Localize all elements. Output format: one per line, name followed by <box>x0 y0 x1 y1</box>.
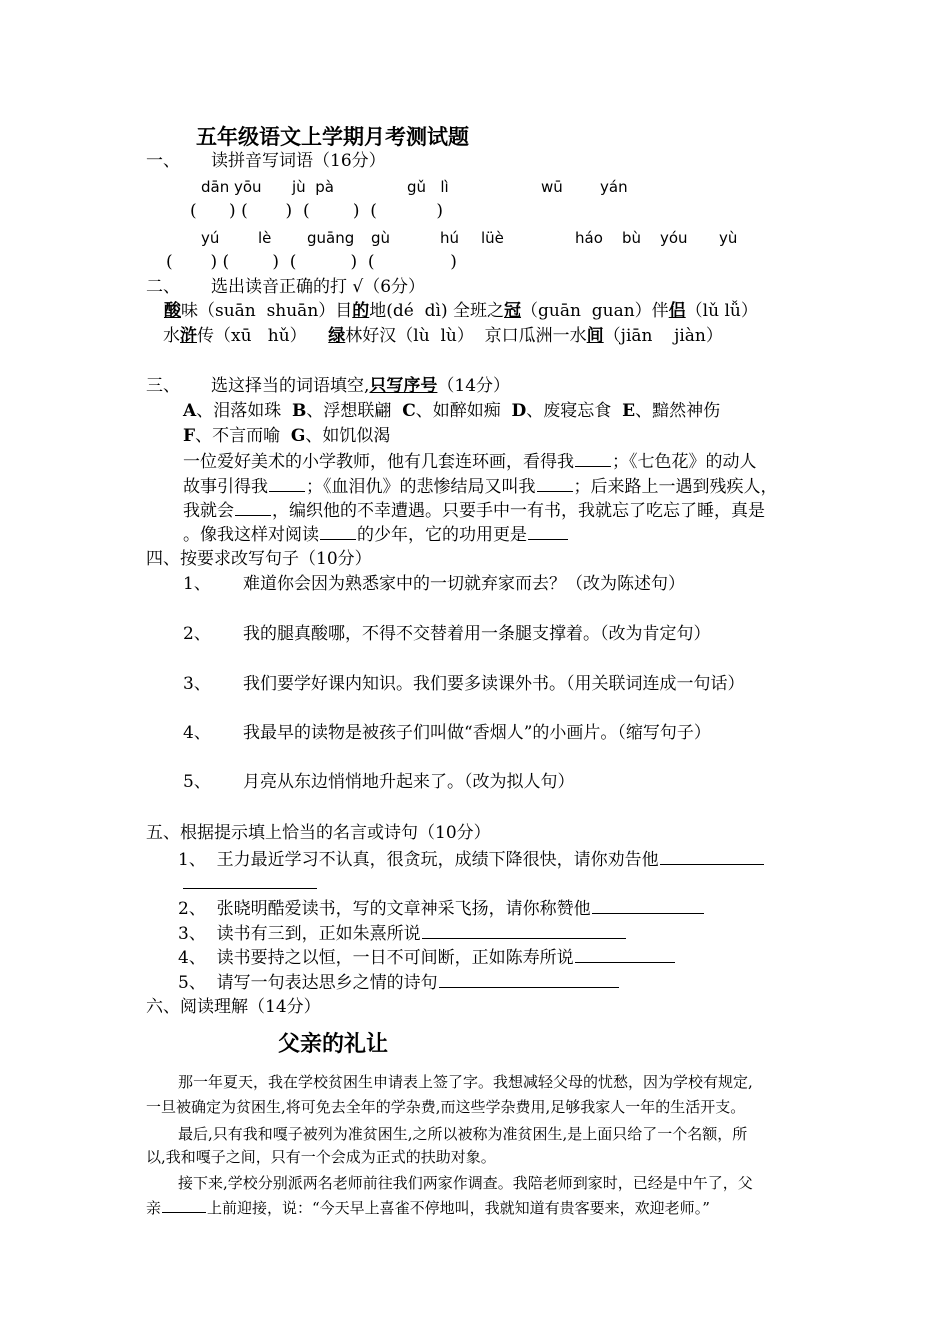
pinyin-syllable: yóu <box>660 229 688 247</box>
pinyin-word-2: jù pà <box>292 178 334 196</box>
pinyin-syllable: lè <box>258 229 272 247</box>
rewrite-item: 4、 我最早的读物是被孩子们叫做“香烟人”的小画片。（缩写句子） <box>183 723 711 743</box>
pronunciation-row-2: 水浒传（xū hǔ） 绿林好汉（lù lù） 京口瓜洲一水间（jiān jiàn） <box>163 326 723 346</box>
pinyin-word-1: dān yōu <box>201 178 262 196</box>
article-paragraph-line: 以,我和嘎子之间，只有一个会成为正式的扶助对象。 <box>146 1148 496 1166</box>
section-4-heading: 四、按要求改写句子（10分） <box>146 549 372 569</box>
quote-item: 2、 张晓明酷爱读书，写的文章神采飞扬，请你称赞他 <box>178 897 705 920</box>
word-options-row-1: A、泪落如珠 B、浮想联翩 C、如醉如痴 D、废寝忘食 E、黯然神伤 <box>183 401 721 421</box>
article-paragraph-line: 接下来,学校分别派两名老师前往我们两家作调查。我陪老师到家时，已经是中午了，父 <box>178 1174 753 1192</box>
pinyin-syllable-yan: yán <box>600 178 628 196</box>
answer-blank[interactable] <box>575 450 611 467</box>
pinyin-syllable: gù <box>371 229 391 247</box>
section-1-heading: 读拼音写词语（16分） <box>211 151 386 171</box>
section-2-heading: 选出读音正确的打 √（6分） <box>211 277 426 297</box>
article-paragraph-line: 那一年夏天，我在学校贫困生申请表上签了字。我想减轻父母的忧愁，因为学校有规定, <box>178 1073 753 1091</box>
pinyin-syllable: guāng <box>307 229 355 247</box>
answer-blank[interactable] <box>320 523 356 540</box>
quote-item: 4、 读书要持之以恒，一日不可间断，正如陈寿所说 <box>178 946 676 969</box>
section-3-heading: 选这择当的词语填空,只写序号（14分） <box>211 376 511 396</box>
answer-blank[interactable] <box>592 897 704 914</box>
target-char: 浒 <box>180 326 197 346</box>
target-char: 冠 <box>504 301 522 321</box>
pinyin-word-3: gǔ lì <box>407 178 449 196</box>
article-paragraph-line: 亲 上前迎接，说：“今天早上喜雀不停地叫，我就知道有贵客要来，欢迎老师。” <box>146 1199 710 1217</box>
target-char: 绿 <box>328 326 346 346</box>
answer-blank[interactable] <box>537 475 573 492</box>
article-paragraph-line: 最后,只有我和嘎子被列为准贫困生,之所以被称为准贫困生,是上面只给了一个名额，所 <box>178 1125 748 1143</box>
answer-blank[interactable] <box>660 848 764 865</box>
section-3-number: 三、 <box>146 376 180 396</box>
quote-item: 1、 王力最近学习不认真，很贪玩，成绩下降很快，请你劝告他 <box>178 848 765 871</box>
pinyin-syllable: yú <box>201 229 220 247</box>
quote-item: 3、 读书有三到，正如朱熹所说 <box>178 922 627 945</box>
rewrite-item: 3、 我们要学好课内知识。我们要多读课外书。（用关联词连成一句话） <box>183 674 745 694</box>
target-char: 的 <box>352 301 370 321</box>
answer-blank[interactable] <box>575 946 675 963</box>
answer-brackets-row-2[interactable]: ( ) ( ) ( ) ( ) <box>166 252 457 272</box>
page-title: 五年级语文上学期月考测试题 <box>196 124 469 149</box>
pinyin-syllable-wu: wū <box>541 178 563 196</box>
article-title: 父亲的礼让 <box>278 1032 389 1057</box>
answer-blank[interactable] <box>439 971 619 988</box>
answer-blank[interactable] <box>235 499 271 516</box>
pronunciation-row-1: 酸味（suān shuān）目的地(dé dì) 全班之冠（guān guan）伴侣（lǔ lǚ） <box>164 301 758 321</box>
word-options-row-2: F、不言而喻 G、如饥似渴 <box>183 426 391 446</box>
answer-blank[interactable] <box>528 523 568 540</box>
target-char: 酸 <box>164 301 181 321</box>
pinyin-syllable: lüè <box>481 229 504 247</box>
answer-blank[interactable] <box>269 475 305 492</box>
section-1-number: 一、 <box>146 151 180 171</box>
answer-blank[interactable] <box>162 1198 206 1213</box>
rewrite-item: 2、 我的腿真酸哪，不得不交替着用一条腿支撑着。（改为肯定句） <box>183 624 711 644</box>
rewrite-item: 1、 难道你会因为熟悉家中的一切就弃家而去？（改为陈述句） <box>183 574 685 594</box>
answer-blank[interactable] <box>183 872 317 889</box>
quote-item-continuation <box>182 872 318 895</box>
pinyin-syllable: hú <box>440 229 460 247</box>
pinyin-syllable: yù <box>719 229 738 247</box>
article-paragraph-line: 一旦被确定为贫困生,将可免去全年的学杂费,而这些学杂费用,足够我家人一年的生活开支。 <box>146 1098 746 1116</box>
pinyin-syllable: háo <box>575 229 603 247</box>
quote-item: 5、 请写一句表达思乡之情的诗句 <box>178 971 620 994</box>
section-5-heading: 五、根据提示填上恰当的名言或诗句（10分） <box>146 823 491 843</box>
pinyin-syllable: bù <box>622 229 642 247</box>
fill-passage-line-4: 。像我这样对阅读 的少年，它的功用更是 <box>183 523 569 546</box>
fill-passage-line-2: 故事引得我 ；《血泪仇》的悲惨结局又叫我 ；后来路上一遇到残疾人， <box>183 477 778 497</box>
rewrite-item: 5、 月亮从东边悄悄地升起来了。（改为拟人句） <box>183 772 575 792</box>
fill-passage-line-3: 我就会 ，编织他的不幸遭遇。只要手中一有书，我就忘了吃忘了睡，真是 <box>183 501 765 521</box>
target-char: 间 <box>586 326 604 346</box>
target-char: 侣 <box>668 301 686 321</box>
answer-blank[interactable] <box>422 922 626 939</box>
fill-passage-line-1: 一位爱好美术的小学教师，他有几套连环画，看得我 ；《七色花》的动人 <box>183 452 757 472</box>
section-6-heading: 六、阅读理解（14分） <box>146 997 321 1017</box>
section-2-number: 二、 <box>146 277 180 297</box>
answer-brackets-row-1[interactable]: ( ) ( ) ( ) ( ) <box>190 201 443 221</box>
